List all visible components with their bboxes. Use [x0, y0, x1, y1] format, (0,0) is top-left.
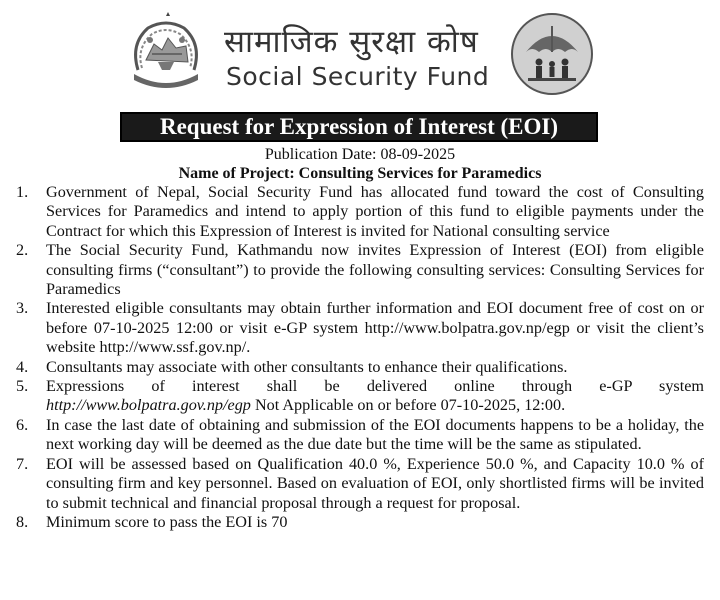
- list-item: [16, 455, 704, 513]
- item-text: EOI will be assessed based on Qualification 40.0 %, Experience 50.0 %, and Capacity 10.0 % of consulting firm and key personnel. Based on evaluation of EOI, only shortlisted firms will be invited to submit technical and financial proposal through a request for proposal.: [46, 454, 704, 512]
- egp-link[interactable]: http://www.bolpatra.gov.np/egp: [46, 396, 251, 415]
- list-item: [16, 183, 704, 241]
- item-number: 8.: [16, 512, 29, 531]
- list-item: [16, 358, 704, 377]
- list-item: [16, 416, 704, 455]
- eoi-clauses-list: [16, 183, 704, 532]
- item-text: Interested eligible consultants may obtain further information and EOI document free of cost on or before 07-10-2025 12:00 or visit e-GP system http://www.bolpatra.gov.np/egp or visit the client’s website http://www.ssf.gov.np/.: [46, 299, 704, 357]
- item-text: Minimum score to pass the EOI is 70: [46, 512, 288, 531]
- item-number: 4.: [16, 357, 29, 376]
- item-number: 2.: [16, 241, 29, 260]
- item-number: 7.: [16, 454, 29, 473]
- project-name: Name of Project: Consulting Services for Paramedics: [178, 165, 542, 182]
- list-item: [16, 513, 704, 532]
- nepal-government-emblem-icon: [124, 10, 208, 96]
- notice-title-banner: Request for Expression of Interest (EOI): [120, 112, 598, 142]
- item-number: 3.: [16, 299, 29, 318]
- item-text-after: Not Applicable on or before 07-10-2025, 12:00.: [250, 396, 566, 415]
- item-text: The Social Security Fund, Kathmandu now invites Expression of Interest (EOI) from eligible consulting firms (“consultant”) to provide the following consulting services: Consulting Services for Paramedics: [46, 241, 704, 299]
- item-text: Consultants may associate with other consultants to enhance their qualifications.: [46, 357, 568, 376]
- org-name-nepali: सामाजिक सुरक्षा कोष: [224, 24, 479, 60]
- item-number: 1.: [16, 183, 29, 201]
- item-number: 5.: [16, 377, 29, 396]
- item-text: In case the last date of obtaining and submission of the EOI documents happens to be a holiday, the next working day will be deemed as the due date but the time will be the same as stipulated.: [46, 415, 704, 454]
- list-item: [16, 377, 704, 416]
- ssf-family-umbrella-logo-icon: [510, 12, 594, 96]
- list-item: [16, 241, 704, 299]
- list-item: [16, 299, 704, 357]
- item-number: 6.: [16, 415, 29, 434]
- header: [0, 0, 720, 110]
- item-text: [46, 377, 704, 416]
- publication-date: Publication Date: 08-09-2025: [264, 146, 456, 163]
- item-text: Government of Nepal, Social Security Fund has allocated fund toward the cost of Consulting Services for Paramedics and intend to apply portion of this fund to eligible payments under the Contract for which this Expression of Interest is invited for National consulting service: [46, 183, 704, 240]
- item-text-before: Expressions of interest shall be delivered online through e-GP system: [46, 377, 704, 396]
- org-name-english: Social Security Fund: [226, 62, 490, 91]
